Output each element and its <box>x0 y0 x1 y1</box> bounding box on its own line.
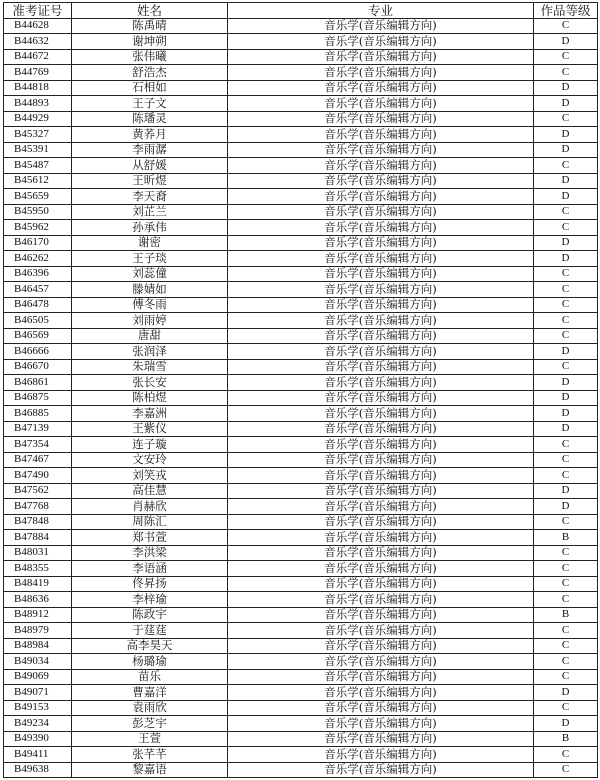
table-row <box>4 173 598 189</box>
grade-cell: D <box>534 173 598 189</box>
grade-cell: D <box>534 189 598 205</box>
name-cell: 李嘉洲 <box>72 406 228 422</box>
grade-cell: C <box>534 111 598 127</box>
name-cell: 佟昇扬 <box>72 576 228 592</box>
major-cell: 音乐学(音乐编辑方向) <box>228 189 534 205</box>
table-row <box>4 34 598 50</box>
exam-id-cell: B46396 <box>4 266 72 282</box>
name-cell: 王昕煜 <box>72 173 228 189</box>
header-exam-id: 准考证号 <box>4 3 72 19</box>
grade-cell: D <box>534 344 598 360</box>
grade-cell: D <box>534 499 598 515</box>
exam-id-cell: B48636 <box>4 592 72 608</box>
major-cell: 音乐学(音乐编辑方向) <box>228 266 534 282</box>
major-cell: 音乐学(音乐编辑方向) <box>228 545 534 561</box>
grade-cell: B <box>534 607 598 623</box>
table-row <box>4 111 598 127</box>
table-row <box>4 96 598 112</box>
exam-id-cell: B47354 <box>4 437 72 453</box>
table-row <box>4 204 598 220</box>
exam-id-cell: B46875 <box>4 390 72 406</box>
major-cell: 音乐学(音乐编辑方向) <box>228 483 534 499</box>
exam-id-cell: B46670 <box>4 359 72 375</box>
grade-cell: C <box>534 49 598 65</box>
major-cell: 音乐学(音乐编辑方向) <box>228 499 534 515</box>
table-row <box>4 18 598 34</box>
exam-id-cell: B46262 <box>4 251 72 267</box>
table-row <box>4 669 598 685</box>
table-row <box>4 344 598 360</box>
exam-id-cell: B49153 <box>4 700 72 716</box>
table-row <box>4 468 598 484</box>
grade-cell: C <box>534 297 598 313</box>
exam-id-cell: B48984 <box>4 638 72 654</box>
major-cell: 音乐学(音乐编辑方向) <box>228 592 534 608</box>
exam-id-cell: B47562 <box>4 483 72 499</box>
major-cell: 音乐学(音乐编辑方向) <box>228 623 534 639</box>
major-cell: 音乐学(音乐编辑方向) <box>228 204 534 220</box>
grade-cell: C <box>534 204 598 220</box>
grade-cell: D <box>534 127 598 143</box>
grade-cell: D <box>534 406 598 422</box>
major-cell: 音乐学(音乐编辑方向) <box>228 328 534 344</box>
name-cell: 滕婧如 <box>72 282 228 298</box>
table-row <box>4 499 598 515</box>
name-cell: 周陈汇 <box>72 514 228 530</box>
exam-id-cell: B49069 <box>4 669 72 685</box>
major-cell: 音乐学(音乐编辑方向) <box>228 390 534 406</box>
table-row <box>4 189 598 205</box>
exam-id-cell: B45391 <box>4 142 72 158</box>
results-table <box>3 2 598 778</box>
table-row <box>4 731 598 747</box>
name-cell: 黄荞月 <box>72 127 228 143</box>
name-cell: 于莛莛 <box>72 623 228 639</box>
table-row <box>4 685 598 701</box>
table-row <box>4 437 598 453</box>
name-cell: 谢密 <box>72 235 228 251</box>
major-cell: 音乐学(音乐编辑方向) <box>228 158 534 174</box>
table-row <box>4 390 598 406</box>
grade-cell: D <box>534 80 598 96</box>
table-row <box>4 142 598 158</box>
grade-cell: D <box>534 96 598 112</box>
major-cell: 音乐学(音乐编辑方向) <box>228 220 534 236</box>
grade-cell: C <box>534 700 598 716</box>
grade-cell: C <box>534 313 598 329</box>
table-row <box>4 700 598 716</box>
table-row <box>4 530 598 546</box>
major-cell: 音乐学(音乐编辑方向) <box>228 127 534 143</box>
name-cell: 文安玲 <box>72 452 228 468</box>
name-cell: 唐甜 <box>72 328 228 344</box>
table-row <box>4 313 598 329</box>
name-cell: 郑书萱 <box>72 530 228 546</box>
table-row <box>4 235 598 251</box>
major-cell: 音乐学(音乐编辑方向) <box>228 731 534 747</box>
exam-id-cell: B44672 <box>4 49 72 65</box>
name-cell: 刘笑戎 <box>72 468 228 484</box>
name-cell: 高李昊天 <box>72 638 228 654</box>
table-row <box>4 607 598 623</box>
major-cell: 音乐学(音乐编辑方向) <box>228 34 534 50</box>
name-cell: 陈柏煜 <box>72 390 228 406</box>
major-cell: 音乐学(音乐编辑方向) <box>228 561 534 577</box>
exam-id-cell: B46885 <box>4 406 72 422</box>
grade-cell: D <box>534 235 598 251</box>
exam-id-cell: B48355 <box>4 561 72 577</box>
name-cell: 谢坤朔 <box>72 34 228 50</box>
table-row <box>4 282 598 298</box>
grade-cell: D <box>534 685 598 701</box>
exam-id-cell: B44893 <box>4 96 72 112</box>
exam-id-cell: B44818 <box>4 80 72 96</box>
major-cell: 音乐学(音乐编辑方向) <box>228 514 534 530</box>
name-cell: 张润泽 <box>72 344 228 360</box>
exam-id-cell: B44769 <box>4 65 72 81</box>
name-cell: 陈禹晴 <box>72 18 228 34</box>
name-cell: 李天裔 <box>72 189 228 205</box>
major-cell: 音乐学(音乐编辑方向) <box>228 421 534 437</box>
table-row <box>4 328 598 344</box>
grade-cell: C <box>534 328 598 344</box>
table-row <box>4 421 598 437</box>
exam-id-cell: B47467 <box>4 452 72 468</box>
grade-cell: D <box>534 251 598 267</box>
grade-cell: C <box>534 669 598 685</box>
name-cell: 张伟曦 <box>72 49 228 65</box>
major-cell: 音乐学(音乐编辑方向) <box>228 375 534 391</box>
major-cell: 音乐学(音乐编辑方向) <box>228 251 534 267</box>
exam-id-cell: B48979 <box>4 623 72 639</box>
name-cell: 李洪梁 <box>72 545 228 561</box>
exam-id-cell: B46666 <box>4 344 72 360</box>
header-major: 专业 <box>228 3 534 19</box>
major-cell: 音乐学(音乐编辑方向) <box>228 173 534 189</box>
name-cell: 舒浩杰 <box>72 65 228 81</box>
grade-cell: C <box>534 359 598 375</box>
major-cell: 音乐学(音乐编辑方向) <box>228 685 534 701</box>
grade-cell: C <box>534 220 598 236</box>
exam-id-cell: B49390 <box>4 731 72 747</box>
grade-cell: C <box>534 158 598 174</box>
major-cell: 音乐学(音乐编辑方向) <box>228 111 534 127</box>
grade-cell: D <box>534 421 598 437</box>
major-cell: 音乐学(音乐编辑方向) <box>228 530 534 546</box>
major-cell: 音乐学(音乐编辑方向) <box>228 406 534 422</box>
name-cell: 张长安 <box>72 375 228 391</box>
table-row <box>4 716 598 732</box>
exam-id-cell: B47884 <box>4 530 72 546</box>
name-cell: 杨璐瑜 <box>72 654 228 670</box>
exam-id-cell: B49034 <box>4 654 72 670</box>
table-row <box>4 762 598 778</box>
name-cell: 连子璇 <box>72 437 228 453</box>
exam-id-cell: B44632 <box>4 34 72 50</box>
table-row <box>4 297 598 313</box>
exam-id-cell: B46170 <box>4 235 72 251</box>
major-cell: 音乐学(音乐编辑方向) <box>228 313 534 329</box>
name-cell: 孙承伟 <box>72 220 228 236</box>
grade-cell: C <box>534 437 598 453</box>
table-row <box>4 127 598 143</box>
major-cell: 音乐学(音乐编辑方向) <box>228 49 534 65</box>
major-cell: 音乐学(音乐编辑方向) <box>228 468 534 484</box>
name-cell: 黎嘉语 <box>72 762 228 778</box>
table-row <box>4 638 598 654</box>
name-cell: 王子琰 <box>72 251 228 267</box>
table-body <box>4 18 598 778</box>
major-cell: 音乐学(音乐编辑方向) <box>228 669 534 685</box>
table-row <box>4 80 598 96</box>
exam-id-cell: B48419 <box>4 576 72 592</box>
exam-id-cell: B47490 <box>4 468 72 484</box>
grade-cell: C <box>534 576 598 592</box>
major-cell: 音乐学(音乐编辑方向) <box>228 700 534 716</box>
name-cell: 从舒媛 <box>72 158 228 174</box>
major-cell: 音乐学(音乐编辑方向) <box>228 282 534 298</box>
major-cell: 音乐学(音乐编辑方向) <box>228 452 534 468</box>
name-cell: 袁雨欣 <box>72 700 228 716</box>
name-cell: 陈政宇 <box>72 607 228 623</box>
exam-id-cell: B48031 <box>4 545 72 561</box>
table-row <box>4 654 598 670</box>
name-cell: 陈璠灵 <box>72 111 228 127</box>
grade-cell: C <box>534 452 598 468</box>
header-name: 姓名 <box>72 3 228 19</box>
table-row <box>4 158 598 174</box>
grade-cell: C <box>534 468 598 484</box>
name-cell: 李雨潺 <box>72 142 228 158</box>
table-row <box>4 251 598 267</box>
table-row <box>4 266 598 282</box>
name-cell: 朱瑞雪 <box>72 359 228 375</box>
grade-cell: C <box>534 65 598 81</box>
grade-cell: C <box>534 623 598 639</box>
exam-id-cell: B44929 <box>4 111 72 127</box>
exam-id-cell: B45950 <box>4 204 72 220</box>
major-cell: 音乐学(音乐编辑方向) <box>228 96 534 112</box>
grade-cell: D <box>534 483 598 499</box>
major-cell: 音乐学(音乐编辑方向) <box>228 235 534 251</box>
grade-cell: D <box>534 716 598 732</box>
table-row <box>4 514 598 530</box>
grade-cell: C <box>534 561 598 577</box>
name-cell: 李梓瑜 <box>72 592 228 608</box>
table-row <box>4 49 598 65</box>
exam-id-cell: B47848 <box>4 514 72 530</box>
exam-id-cell: B45962 <box>4 220 72 236</box>
table-row <box>4 452 598 468</box>
exam-id-cell: B45327 <box>4 127 72 143</box>
grade-cell: D <box>534 390 598 406</box>
table-row <box>4 576 598 592</box>
grade-cell: C <box>534 266 598 282</box>
name-cell: 彭芝宇 <box>72 716 228 732</box>
name-cell: 刘蕊僮 <box>72 266 228 282</box>
major-cell: 音乐学(音乐编辑方向) <box>228 762 534 778</box>
header-row <box>4 3 598 19</box>
major-cell: 音乐学(音乐编辑方向) <box>228 142 534 158</box>
grade-cell: C <box>534 18 598 34</box>
major-cell: 音乐学(音乐编辑方向) <box>228 65 534 81</box>
exam-id-cell: B47139 <box>4 421 72 437</box>
table-row <box>4 375 598 391</box>
grade-cell: C <box>534 514 598 530</box>
exam-id-cell: B49411 <box>4 747 72 763</box>
table-row <box>4 545 598 561</box>
grade-cell: C <box>534 654 598 670</box>
grade-cell: B <box>534 731 598 747</box>
name-cell: 高佳慧 <box>72 483 228 499</box>
table-row <box>4 747 598 763</box>
exam-id-cell: B45659 <box>4 189 72 205</box>
table-row <box>4 561 598 577</box>
name-cell: 曹嘉洋 <box>72 685 228 701</box>
exam-id-cell: B45487 <box>4 158 72 174</box>
major-cell: 音乐学(音乐编辑方向) <box>228 18 534 34</box>
table-row <box>4 483 598 499</box>
major-cell: 音乐学(音乐编辑方向) <box>228 654 534 670</box>
major-cell: 音乐学(音乐编辑方向) <box>228 607 534 623</box>
exam-id-cell: B49071 <box>4 685 72 701</box>
major-cell: 音乐学(音乐编辑方向) <box>228 638 534 654</box>
exam-id-cell: B49638 <box>4 762 72 778</box>
grade-cell: C <box>534 592 598 608</box>
table-row <box>4 592 598 608</box>
table-row <box>4 220 598 236</box>
name-cell: 肖赫欣 <box>72 499 228 515</box>
name-cell: 王子文 <box>72 96 228 112</box>
major-cell: 音乐学(音乐编辑方向) <box>228 80 534 96</box>
table-row <box>4 406 598 422</box>
grade-cell: D <box>534 375 598 391</box>
name-cell: 李语涵 <box>72 561 228 577</box>
name-cell: 刘芷兰 <box>72 204 228 220</box>
grade-cell: D <box>534 34 598 50</box>
name-cell: 傅冬雨 <box>72 297 228 313</box>
table-row <box>4 359 598 375</box>
name-cell: 苗乐 <box>72 669 228 685</box>
major-cell: 音乐学(音乐编辑方向) <box>228 297 534 313</box>
exam-id-cell: B48912 <box>4 607 72 623</box>
name-cell: 石相如 <box>72 80 228 96</box>
major-cell: 音乐学(音乐编辑方向) <box>228 747 534 763</box>
name-cell: 刘雨婷 <box>72 313 228 329</box>
grade-cell: C <box>534 747 598 763</box>
exam-id-cell: B46861 <box>4 375 72 391</box>
major-cell: 音乐学(音乐编辑方向) <box>228 344 534 360</box>
major-cell: 音乐学(音乐编辑方向) <box>228 359 534 375</box>
grade-cell: C <box>534 545 598 561</box>
grade-cell: C <box>534 282 598 298</box>
exam-id-cell: B46478 <box>4 297 72 313</box>
exam-id-cell: B46505 <box>4 313 72 329</box>
name-cell: 张芊芊 <box>72 747 228 763</box>
exam-id-cell: B44628 <box>4 18 72 34</box>
exam-id-cell: B45612 <box>4 173 72 189</box>
table-row <box>4 65 598 81</box>
name-cell: 王紫仪 <box>72 421 228 437</box>
major-cell: 音乐学(音乐编辑方向) <box>228 576 534 592</box>
exam-id-cell: B49234 <box>4 716 72 732</box>
header-grade: 作品等级 <box>534 3 598 19</box>
major-cell: 音乐学(音乐编辑方向) <box>228 437 534 453</box>
exam-id-cell: B46457 <box>4 282 72 298</box>
exam-id-cell: B47768 <box>4 499 72 515</box>
grade-cell: C <box>534 638 598 654</box>
exam-id-cell: B46569 <box>4 328 72 344</box>
major-cell: 音乐学(音乐编辑方向) <box>228 716 534 732</box>
grade-cell: D <box>534 142 598 158</box>
grade-cell: C <box>534 762 598 778</box>
name-cell: 王萱 <box>72 731 228 747</box>
grade-cell: B <box>534 530 598 546</box>
table-row <box>4 623 598 639</box>
